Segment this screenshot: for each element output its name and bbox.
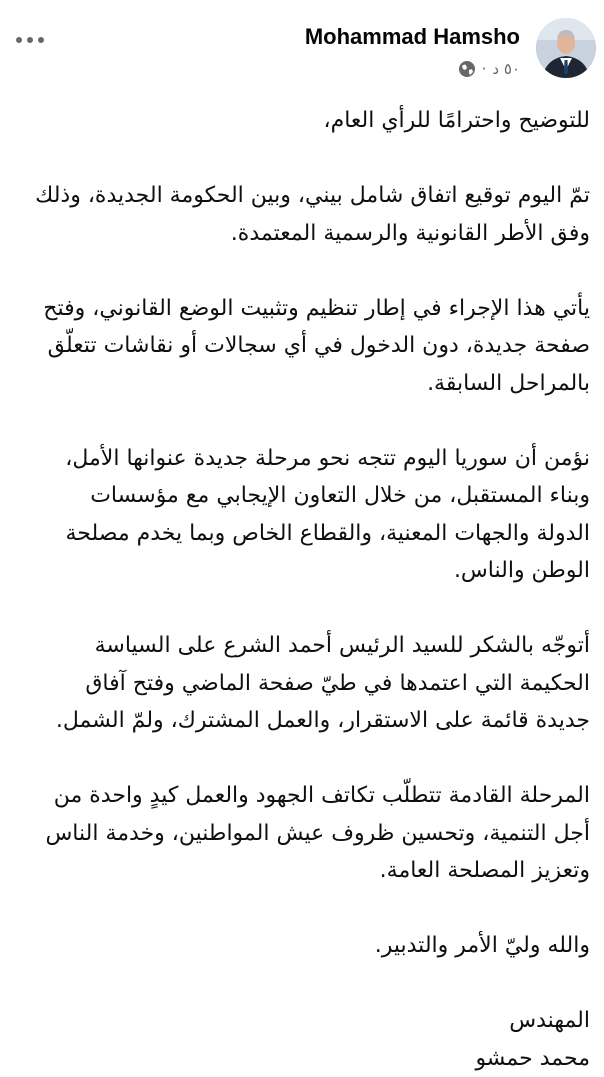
signature-name: محمد حمشو (30, 1040, 590, 1077)
more-options-dot (38, 37, 44, 43)
meta-separator: · (482, 60, 487, 78)
post-body (30, 102, 590, 1077)
globe-icon[interactable] (458, 60, 476, 78)
avatar[interactable] (536, 18, 596, 78)
author-name[interactable]: Mohammad Hamsho (305, 24, 520, 50)
signature-title: المهندس (30, 1002, 590, 1040)
post-header (0, 0, 604, 96)
post-paragraph: نؤمن أن سوريا اليوم تتجه نحو مرحلة جديدة عنوانها الأمل، وبناء المستقبل، من خلال التعاون الإيجابي مع مؤسسات الدولة والجهات المعنية، والقطاع الخاص وبما يخدم مصلحة الوطن والناس. (30, 440, 590, 590)
post-paragraph: تمّ اليوم توقيع اتفاق شامل بيني، وبين الحكومة الجديدة، وذلك وفق الأطر القانونية والرسمية المعتمدة. (30, 177, 590, 252)
post-paragraph: أتوجّه بالشكر للسيد الرئيس أحمد الشرع على السياسة الحكيمة التي اعتمدها في طيّ صفحة الماضي وفتح آفاق جديدة قائمة على الاستقرار، والعمل المشترك، ولمّ الشمل. (30, 627, 590, 740)
post-paragraph: المرحلة القادمة تتطلّب تكاتف الجهود والعمل كيدٍ واحدة من أجل التنمية، وتحسين ظروف عيش المواطنين، وخدمة الناس وتعزيز المصلحة العامة. (30, 777, 590, 890)
more-options-button[interactable] (10, 30, 50, 50)
post-time[interactable]: ٥٠ د (492, 60, 520, 78)
post-meta (458, 60, 520, 78)
post-paragraph: للتوضيح واحترامًا للرأي العام، (30, 102, 590, 140)
more-options-icon (16, 37, 22, 43)
more-options-dot (27, 37, 33, 43)
post-paragraph: والله وليّ الأمر والتدبير. (30, 927, 590, 965)
post-paragraph: يأتي هذا الإجراء في إطار تنظيم وتثبيت الوضع القانوني، وفتح صفحة جديدة، دون الدخول في أي سجالات أو نقاشات تتعلّق بالمراحل السابقة. (30, 290, 590, 403)
